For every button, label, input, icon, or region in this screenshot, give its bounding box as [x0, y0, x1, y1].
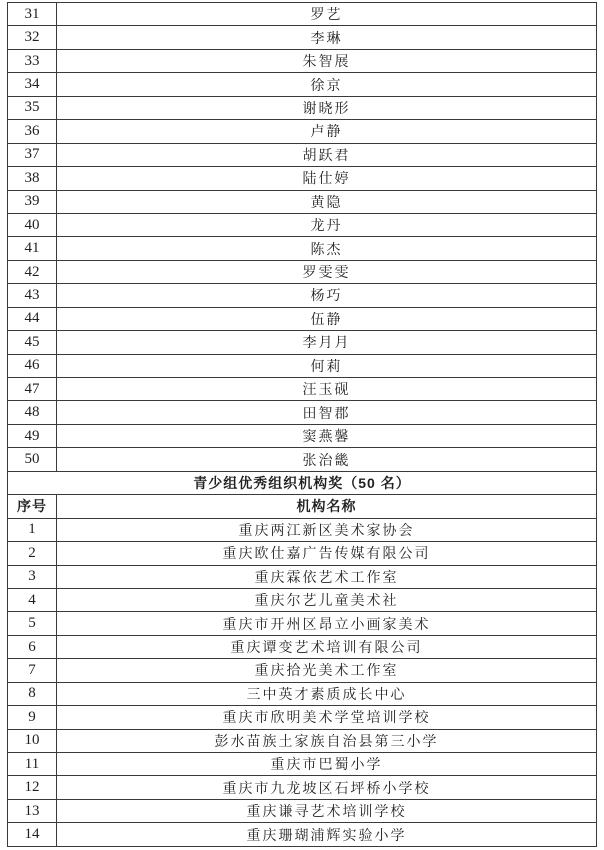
org-name: 重庆谭变艺术培训有限公司 — [57, 635, 597, 658]
serial-number: 46 — [8, 354, 57, 377]
serial-number: 45 — [8, 331, 57, 354]
serial-number: 12 — [8, 776, 57, 799]
winner-name: 张治畿 — [57, 448, 597, 471]
org-award-row — [8, 776, 597, 799]
org-award-row — [8, 565, 597, 588]
serial-number: 2 — [8, 542, 57, 565]
column-header-row — [8, 495, 597, 518]
individual-award-row — [8, 73, 597, 96]
winner-name: 胡跃君 — [57, 143, 597, 166]
winner-name: 何莉 — [57, 354, 597, 377]
individual-award-row — [8, 331, 597, 354]
winner-name: 汪玉砚 — [57, 378, 597, 401]
serial-number: 34 — [8, 73, 57, 96]
org-award-row — [8, 753, 597, 776]
winner-name: 谢晓形 — [57, 96, 597, 119]
org-award-row — [8, 635, 597, 658]
award-table-body — [8, 3, 597, 847]
winner-name: 窦燕馨 — [57, 424, 597, 447]
individual-award-row — [8, 424, 597, 447]
serial-number: 35 — [8, 96, 57, 119]
individual-award-row — [8, 26, 597, 49]
individual-award-row — [8, 120, 597, 143]
org-name: 重庆霖依艺术工作室 — [57, 565, 597, 588]
org-name: 重庆谦寻艺术培训学校 — [57, 799, 597, 822]
org-name: 彭水苗族土家族自治县第三小学 — [57, 729, 597, 752]
serial-number: 47 — [8, 378, 57, 401]
serial-number: 8 — [8, 682, 57, 705]
serial-number: 39 — [8, 190, 57, 213]
winner-name: 徐京 — [57, 73, 597, 96]
winner-name: 伍静 — [57, 307, 597, 330]
winner-name: 田智郡 — [57, 401, 597, 424]
serial-number: 5 — [8, 612, 57, 635]
individual-award-row — [8, 354, 597, 377]
individual-award-row — [8, 3, 597, 26]
serial-number: 49 — [8, 424, 57, 447]
serial-number: 1 — [8, 518, 57, 541]
individual-award-row — [8, 401, 597, 424]
individual-award-row — [8, 284, 597, 307]
org-award-row — [8, 612, 597, 635]
org-name: 重庆尔艺儿童美术社 — [57, 588, 597, 611]
serial-number: 13 — [8, 799, 57, 822]
org-award-row — [8, 823, 597, 847]
serial-number: 3 — [8, 565, 57, 588]
org-name: 重庆市欣明美术学堂培训学校 — [57, 706, 597, 729]
serial-number: 42 — [8, 260, 57, 283]
org-award-row — [8, 729, 597, 752]
individual-award-row — [8, 143, 597, 166]
individual-award-row — [8, 96, 597, 119]
column-header-no: 序号 — [8, 495, 57, 518]
org-award-row — [8, 518, 597, 541]
section-header-row — [8, 471, 597, 494]
winner-name: 罗雯雯 — [57, 260, 597, 283]
org-name: 重庆市巴蜀小学 — [57, 753, 597, 776]
serial-number: 38 — [8, 167, 57, 190]
serial-number: 6 — [8, 635, 57, 658]
winner-name: 陈杰 — [57, 237, 597, 260]
serial-number: 14 — [8, 823, 57, 847]
serial-number: 43 — [8, 284, 57, 307]
org-name: 重庆拾光美术工作室 — [57, 659, 597, 682]
org-name: 重庆珊瑚浦辉实验小学 — [57, 823, 597, 847]
serial-number: 33 — [8, 49, 57, 72]
org-award-row — [8, 542, 597, 565]
org-award-row — [8, 659, 597, 682]
org-award-row — [8, 682, 597, 705]
winner-name: 罗艺 — [57, 3, 597, 26]
serial-number: 48 — [8, 401, 57, 424]
serial-number: 36 — [8, 120, 57, 143]
serial-number: 11 — [8, 753, 57, 776]
org-name: 三中英才素质成长中心 — [57, 682, 597, 705]
winner-name: 杨巧 — [57, 284, 597, 307]
individual-award-row — [8, 167, 597, 190]
individual-award-row — [8, 260, 597, 283]
serial-number: 50 — [8, 448, 57, 471]
winner-name: 李琳 — [57, 26, 597, 49]
org-name: 重庆市九龙坡区石坪桥小学校 — [57, 776, 597, 799]
winner-name: 李月月 — [57, 331, 597, 354]
org-award-row — [8, 799, 597, 822]
serial-number: 40 — [8, 213, 57, 236]
individual-award-row — [8, 307, 597, 330]
serial-number: 37 — [8, 143, 57, 166]
org-award-row — [8, 588, 597, 611]
serial-number: 41 — [8, 237, 57, 260]
winner-name: 朱智展 — [57, 49, 597, 72]
serial-number: 31 — [8, 3, 57, 26]
winner-name: 陆仕婷 — [57, 167, 597, 190]
individual-award-row — [8, 378, 597, 401]
org-name: 重庆欧仕嘉广告传媒有限公司 — [57, 542, 597, 565]
org-award-row — [8, 706, 597, 729]
org-name: 重庆市开州区昂立小画家美术 — [57, 612, 597, 635]
serial-number: 10 — [8, 729, 57, 752]
winner-name: 黄隐 — [57, 190, 597, 213]
serial-number: 7 — [8, 659, 57, 682]
individual-award-row — [8, 213, 597, 236]
serial-number: 44 — [8, 307, 57, 330]
serial-number: 9 — [8, 706, 57, 729]
serial-number: 4 — [8, 588, 57, 611]
column-header-name: 机构名称 — [57, 495, 597, 518]
winner-name: 龙丹 — [57, 213, 597, 236]
org-name: 重庆两江新区美术家协会 — [57, 518, 597, 541]
award-table — [7, 2, 597, 847]
winner-name: 卢静 — [57, 120, 597, 143]
individual-award-row — [8, 190, 597, 213]
individual-award-row — [8, 448, 597, 471]
section-title: 青少组优秀组织机构奖（50 名） — [8, 471, 597, 494]
serial-number: 32 — [8, 26, 57, 49]
individual-award-row — [8, 49, 597, 72]
individual-award-row — [8, 237, 597, 260]
